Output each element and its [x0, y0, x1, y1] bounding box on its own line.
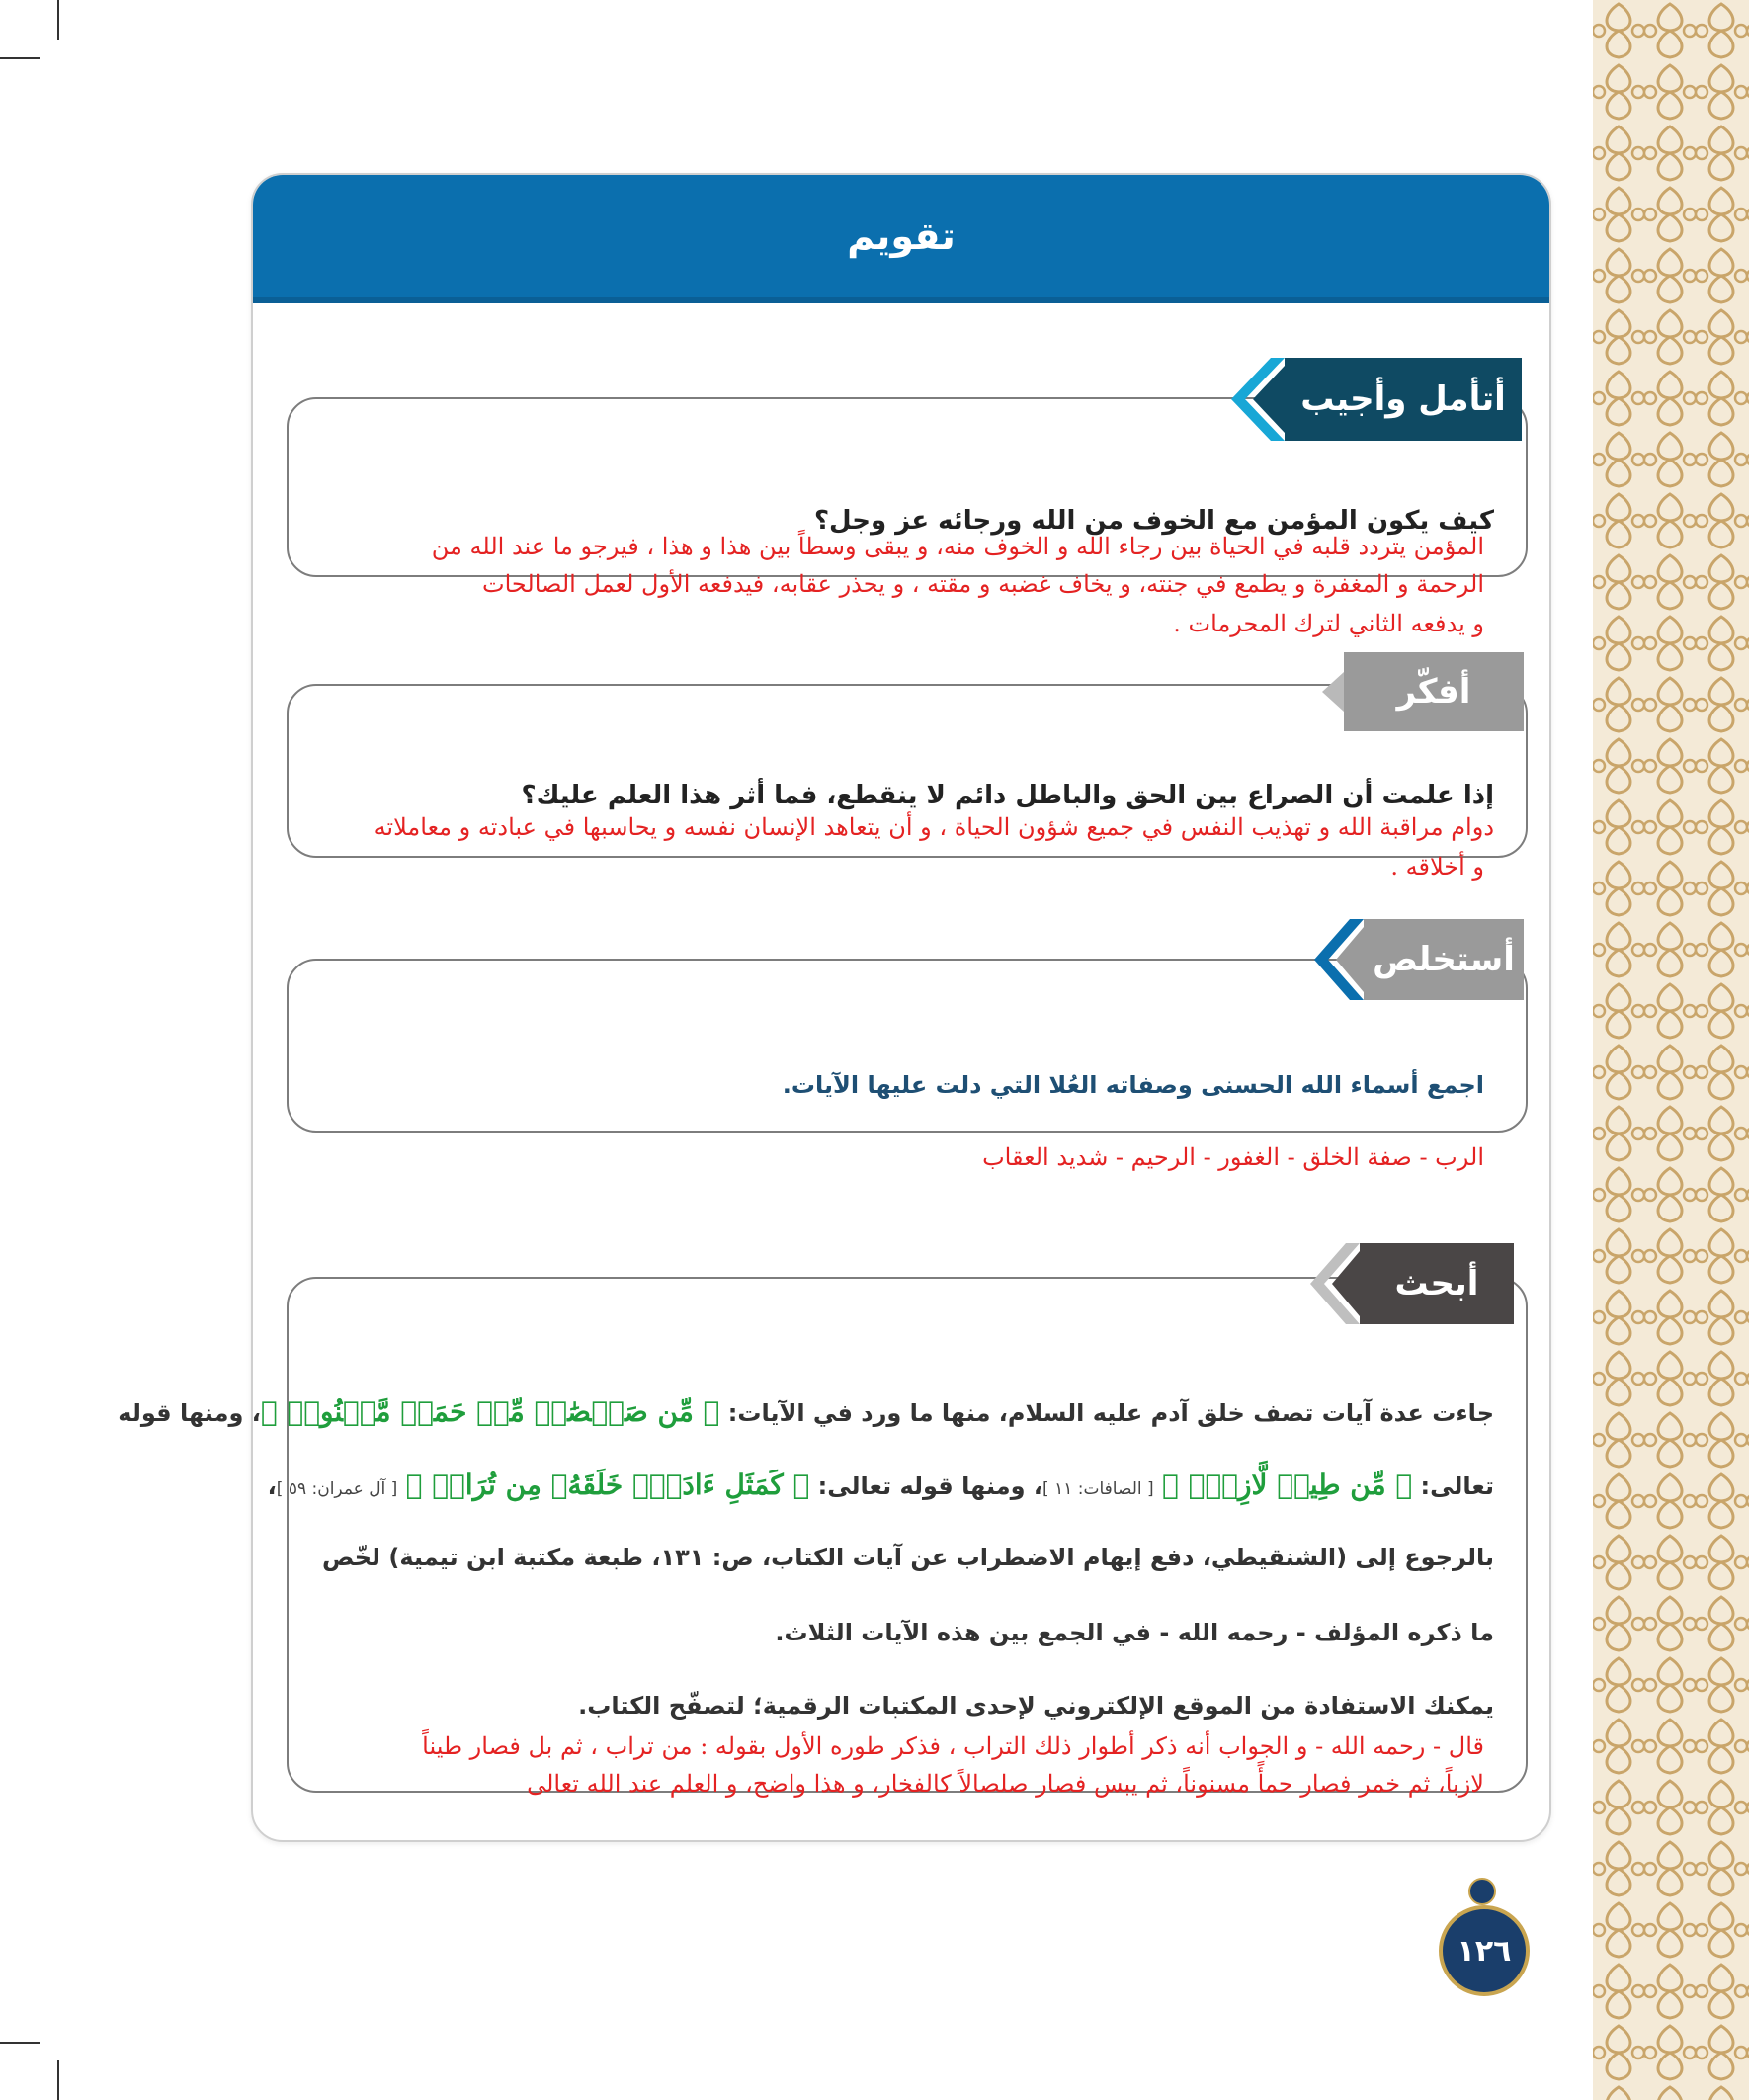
research-answer-line: قال - رحمه الله - و الجواب أنه ذكر أطوار ذلك التراب ، فذكر طوره الأول بقوله : من تراب ، ثم بل فصار طيناً — [422, 1732, 1484, 1760]
think-tab: أفكّر — [1344, 652, 1524, 731]
quran-verse: ﴿ مِّن صَلۡصَٰلٖ مِّنۡ حَمَإٖ مَّسۡنُونٖ ﴾ — [260, 1395, 720, 1428]
reflect-answer-line: و يدفعه الثاني لترك المحرمات . — [1173, 610, 1484, 637]
research-line-4: ما ذكره المؤلف - رحمه الله - في الجمع بين هذه الآيات الثلاث. — [775, 1619, 1494, 1646]
research-line-5: يمكنك الاستفادة من الموقع الإلكتروني لإحدى المكتبات الرقمية؛ لتصفّح الكتاب. — [578, 1692, 1494, 1720]
quran-verse: ﴿ مِّن طِينٖ لَّازِبِۭ ﴾ — [1162, 1469, 1413, 1501]
verse-reference: [ الصافات: ١١ ] — [1042, 1479, 1154, 1499]
tab-arrow — [1314, 919, 1364, 1004]
think-answer-line: و أخلاقه . — [1390, 853, 1484, 881]
think-answer-line: دوام مراقبة الله و تهذيب النفس في جميع شؤون الحياة ، و أن يتعاهد الإنسان نفسه و يحاسبها في عبادته و معاملاته — [374, 813, 1494, 841]
conclude-answer: الرب - صفة الخلق - الغفور - الرحيم - شديد العقاب — [982, 1143, 1484, 1171]
research-line-2 — [268, 1469, 1494, 1501]
card-header: تقويم — [253, 175, 1549, 303]
research-text: ، ومنها قوله — [118, 1399, 261, 1427]
crop-mark — [0, 57, 40, 59]
page-emblem-icon — [1468, 1878, 1496, 1905]
reflect-answer-line: المؤمن يتردد قلبه في الحياة بين رجاء الله و الخوف منه، و يبقى وسطاً بين هذا و هذا ، فيرجو ما عند الله من — [431, 533, 1484, 560]
ornamental-border — [1593, 0, 1749, 2100]
reflect-answer-line: الرحمة و المغفرة و يطمع في جنته، و يخاف غضبه و مقته ، و يحذر عقابه، فيدفعه الأول لعمل الصالحات — [482, 570, 1484, 598]
think-question: إذا علمت أن الصراع بين الحق والباطل دائم لا ينقطع، فما أثر هذا العلم عليك؟ — [521, 781, 1494, 810]
verse-reference: [ آل عمران: ٥٩ ] — [276, 1479, 398, 1499]
reflect-question: كيف يكون المؤمن مع الخوف من الله ورجائه عز وجل؟ — [813, 506, 1494, 536]
research-text: تعالى: — [1420, 1472, 1494, 1500]
page-number: ١٢٦ — [1439, 1905, 1530, 1996]
research-text: ، ومنها قوله تعالى: — [817, 1472, 1043, 1500]
tab-arrow — [1310, 1243, 1360, 1328]
crop-mark — [57, 0, 59, 40]
research-line-1 — [118, 1395, 1494, 1428]
research-line-3: بالرجوع إلى (الشنقيطي، دفع إيهام الاضطراب عن آيات الكتاب، ص: ١٣١، طبعة مكتبة ابن تيمية) لخّص — [321, 1544, 1494, 1571]
crop-mark — [0, 2042, 40, 2044]
research-text: جاءت عدة آيات تصف خلق آدم عليه السلام، منها ما ورد في الآيات: — [727, 1399, 1494, 1427]
research-text: ، — [267, 1472, 277, 1500]
reflect-tab: أتأمل وأجيب — [1285, 358, 1522, 441]
conclude-tab: أستخلص — [1364, 919, 1524, 1000]
research-answer-line: لازباً، ثم خمر فصار حمأً مسنوناً، ثم يبس فصار صلصالاً كالفخار، و هذا واضح، و العلم عند الله تعالى — [527, 1770, 1484, 1798]
research-tab: أبحث — [1360, 1243, 1514, 1324]
conclude-question: اجمع أسماء الله الحسنى وصفاته العُلا التي دلت عليها الآيات. — [782, 1071, 1484, 1099]
quran-verse: ﴿ كَمَثَلِ ءَادَمَۖ خَلَقَهُۥ مِن تُرَابٖ ﴾ — [405, 1469, 810, 1501]
tab-arrow — [1231, 358, 1285, 445]
crop-mark — [57, 2060, 59, 2100]
ornament-pattern-icon — [1593, 0, 1749, 2100]
